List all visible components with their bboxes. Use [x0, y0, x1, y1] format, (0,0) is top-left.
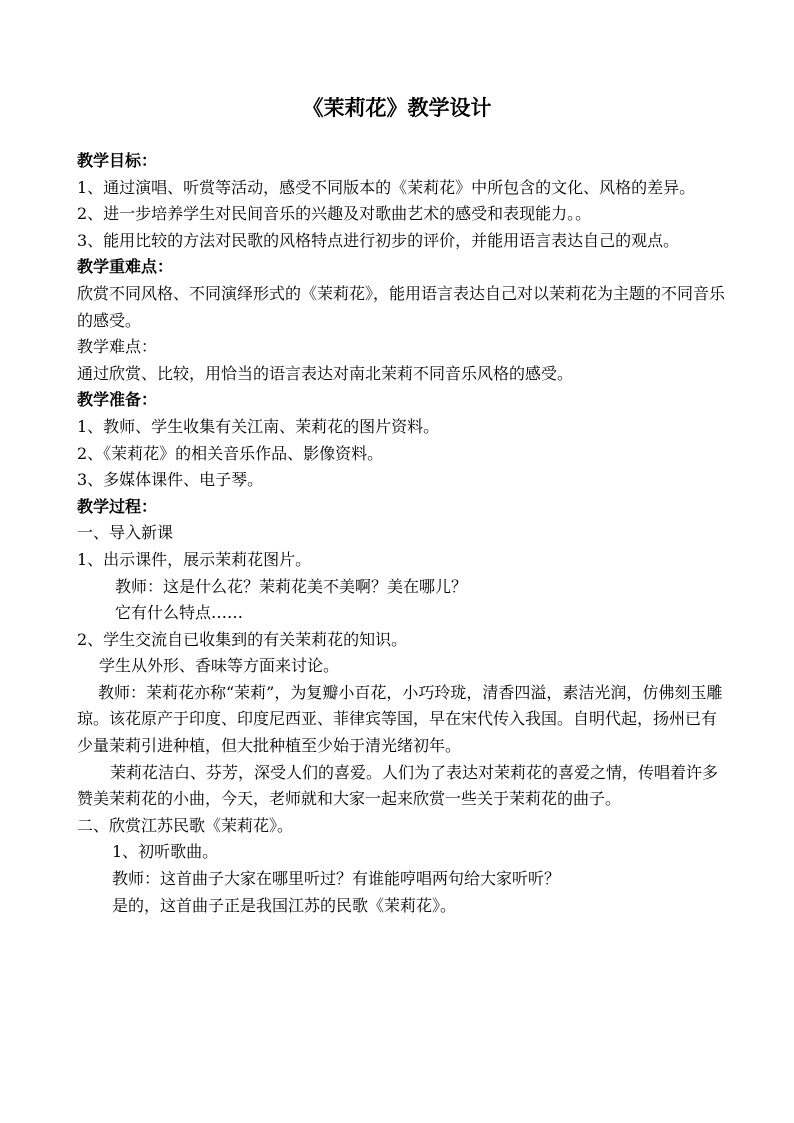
teacher-introduction: 教师：茉莉花亦称“茉莉”，为复瓣小百花，小巧玲珑，清香四溢，素洁光润，仿佛刻玉雕琼。该花原产于印度、印度尼西亚、菲律宾等国，早在宋代传入我国。自明代起，扬州已有少量茉莉引进种植，但大批种植至少始于清光绪初年。 — [77, 682, 723, 756]
key-points-text: 欣赏不同风格、不同演绎形式的《茉莉花》，能用语言表达自己对以茉莉花为主题的不同音乐的感受。 — [77, 283, 726, 330]
process-part-1: 一、导入新课 — [77, 523, 174, 543]
process-part-2: 二、欣赏江苏民歌《茉莉花》。 — [77, 815, 294, 835]
teacher-answer-2: 是的，这首曲子正是我国江苏的民歌《茉莉花》。 — [112, 895, 457, 915]
student-discussion: 学生从外形、香味等方面来讨论。 — [99, 656, 340, 676]
sub-step-1: 1、初听歌曲。 — [112, 842, 219, 862]
goal-item-3: 3、能用比较的方法对民歌的风格特点进行初步的评价，并能用语言表达自己的观点。 — [77, 230, 680, 250]
preparation-item-2: 2、《茉莉花》的相关音乐作品、影像资料。 — [77, 443, 384, 463]
document-body — [77, 148, 727, 919]
teacher-question-1b: 它有什么特点…… — [115, 603, 244, 623]
difficulty-label: 教学难点： — [77, 337, 158, 357]
key-points-heading: 教学重难点： — [77, 257, 174, 277]
process-heading: 教学过程： — [77, 496, 158, 516]
difficulty-text: 通过欣赏、比较，用恰当的语言表达对南北茉莉不同音乐风格的感受。 — [77, 363, 574, 383]
teacher-question-1: 教师：这是什么花？茉莉花美不美啊？美在哪儿？ — [115, 576, 468, 596]
process-step-1: 1、出示课件，展示茉莉花图片。 — [77, 549, 312, 569]
preparation-item-1: 1、教师、学生收集有关江南、茉莉花的图片资料。 — [77, 416, 440, 436]
teacher-question-2: 教师：这首曲子大家在哪里听过？有谁能哼唱两句给大家听听？ — [112, 869, 561, 889]
teacher-introduction-2: 茉莉花洁白、芬芳，深受人们的喜爱。人们为了表达对茉莉花的喜爱之情，传唱着许多赞美茉莉花的小曲，今天，老师就和大家一起来欣赏一些关于茉莉花的曲子。 — [77, 762, 719, 809]
goal-item-1: 1、通过演唱、听赏等活动，感受不同版本的《茉莉花》中所包含的文化、风格的差异。 — [77, 177, 696, 197]
preparation-heading: 教学准备： — [77, 390, 158, 410]
goal-item-2: 2、进一步培养学生对民间音乐的兴趣及对歌曲艺术的感受和表现能力。。 — [77, 204, 592, 224]
process-step-2: 2、学生交流自已收集到的有关茉莉花的知识。 — [77, 629, 408, 649]
goals-heading: 教学目标： — [77, 151, 158, 170]
preparation-item-3: 3、多媒体课件、电子琴。 — [77, 470, 264, 490]
document-title: 《茉莉花》教学设计 — [302, 95, 492, 120]
